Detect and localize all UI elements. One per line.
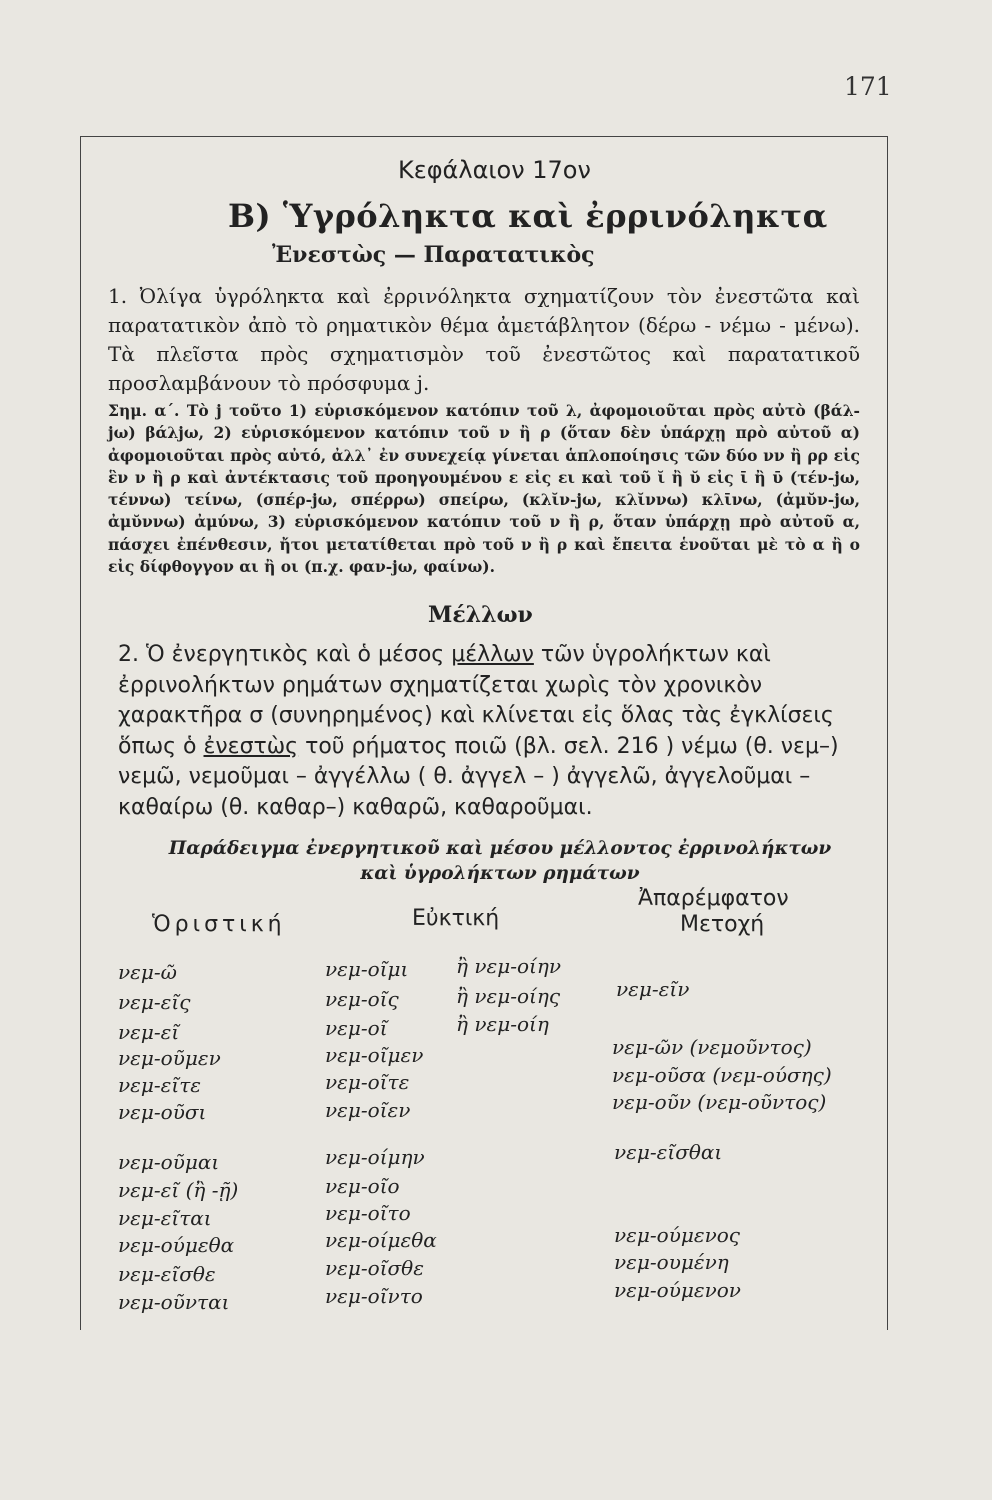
form-active-opt-6: νεμ-οῖεν (325, 1098, 411, 1122)
form-middle-ind-6: νεμ-οῦνται (118, 1290, 230, 1314)
form-middle-part-1: νεμ-ούμενος (614, 1223, 740, 1247)
section-title: Β) Ὑγρόληκτα καὶ ἐρρινόληκτα (228, 197, 828, 235)
form-active-opt-4: νεμ-οῖμεν (325, 1043, 424, 1067)
form-middle-ind-5: νεμ-εῖσθε (118, 1262, 216, 1286)
paradigm-title-line-2: καὶ ὑγρολήκτων ρημάτων (360, 863, 640, 884)
paradigm-title (150, 836, 850, 886)
form-active-ind-6: νεμ-οῦσι (118, 1100, 207, 1124)
paragraph-1: 1. Ὀλίγα ὑγρόληκτα καὶ ἐρρινόληκτα σχηματίζουν τὸν ἐνεστῶτα καὶ παρατατικὸν ἀπὸ τὸ ρηματικὸν θέμα ἀμετάβλητον (δέρω - νέμω - μένω). Τὰ πλεῖστα πρὸς σχηματισμὸν τοῦ ἐνεστῶτος καὶ παρατατικοῦ προσλαμβάνουν τὸ πρόσφυμα j. (108, 284, 860, 395)
form-active-part-1: νεμ-ῶν (νεμοῦντος) (612, 1035, 812, 1059)
header-optative: Εὐκτική (412, 906, 500, 931)
form-active-opt-3: νεμ-οῖ (325, 1016, 388, 1040)
form-middle-part-3: νεμ-ούμενον (614, 1278, 741, 1302)
header-participle: Μετοχή (680, 912, 765, 937)
chapter-heading: Κεφάλαιον 17ον (398, 156, 591, 184)
header-indicative: Ὁριστική (152, 912, 286, 937)
paragraph-2-present-term: ἐνεστὼς (203, 733, 299, 759)
page-number: 171 (844, 72, 892, 101)
form-active-opt-alt-1: ἢ νεμ-οίην (456, 954, 562, 978)
form-active-ind-2: νεμ-εῖς (118, 990, 191, 1014)
form-active-opt-alt-3: ἢ νεμ-οίη (456, 1012, 549, 1036)
form-middle-infinitive: νεμ-εῖσθαι (614, 1140, 723, 1164)
form-middle-ind-2: νεμ-εῖ (ἢ -ῇ) (118, 1178, 239, 1202)
note-alpha: Σημ. α΄. Τὸ j τοῦτο 1) εὑρισκόμενον κατόπιν τοῦ λ, ἀφομοιοῦται πρὸς αὐτὸ (βάλ-jω) βάλjω, 2) εὑρισκόμενον κατόπιν τοῦ ν ἢ ρ (ὅταν δὲν ὑπάρχῃ πρὸ αὐτοῦ α) ἀφομοιοῦται πρὸς αὐτό, ἀλλ᾽ ἐν συνεχείᾳ γίνεται ἁπλοποίησις τῶν δύο νν ἢ ρρ εἰς ἓν ν ἢ ρ καὶ ἀντέκτασις τοῦ προηγουμένου ε εἰς ει καὶ τοῦ ῐ ἢ ῠ εἰς ῑ ἢ ῡ (τέν-jω, τέννω) τείνω, (σπέρ-jω, σπέρρω) σπείρω, (κλῐν-jω, κλῐννω) κλῑνω, (ἀμῠν-jω, ἀμῠννω) ἀμύνω, 3) εὑρισκόμενον κατόπιν τοῦ ν ἢ ρ, ὅταν ὑπάρχῃ πρὸ αὐτοῦ α, πάσχει ἐπένθεσιν, ἤτοι μετατίθεται πρὸ τοῦ ν ἢ ρ καὶ ἔπειτα ἑνοῦται μὲ τὸ α ἢ ο εἰς δίφθογγον αι ἢ οι (π.χ. φαν-jω, φαίνω). (108, 401, 860, 577)
form-active-part-2: νεμ-οῦσα (νεμ-ούσης) (612, 1063, 832, 1087)
form-active-opt-1: νεμ-οῖμι (325, 957, 409, 981)
form-middle-ind-4: νεμ-ούμεθα (118, 1233, 235, 1257)
form-active-opt-5: νεμ-οῖτε (325, 1070, 410, 1094)
form-middle-ind-3: νεμ-εῖται (118, 1206, 212, 1230)
form-active-ind-1: νεμ-ῶ (118, 960, 177, 984)
form-middle-opt-2: νεμ-οῖο (325, 1174, 400, 1198)
form-active-opt-alt-2: ἢ νεμ-οίης (456, 984, 561, 1008)
paragraph-2 (118, 640, 863, 823)
form-active-infinitive: νεμ-εῖν (616, 977, 690, 1001)
form-middle-opt-3: νεμ-οῖτο (325, 1201, 411, 1225)
form-middle-opt-4: νεμ-οίμεθα (325, 1228, 437, 1252)
paragraph-2-future-term: μέλλων (451, 642, 534, 667)
paragraph-2-part-a: 2. Ὁ ἐνεργητικὸς καὶ ὁ μέσος (118, 642, 452, 667)
form-middle-part-2: νεμ-ουμένη (614, 1250, 729, 1274)
form-middle-opt-1: νεμ-οίμην (325, 1145, 425, 1169)
form-middle-opt-5: νεμ-οῖσθε (325, 1256, 424, 1280)
form-active-ind-5: νεμ-εῖτε (118, 1073, 202, 1097)
form-active-part-3: νεμ-οῦν (νεμ-οῦντος) (612, 1090, 827, 1114)
future-heading: Μέλλων (428, 602, 533, 628)
paragraph-2-part-e: τοῦ ρήματος ποιῶ (βλ. σελ. 216 ) νέμω (θ. νεμ–) νεμῶ, νεμοῦμαι – ἀγγέλλω ( θ. ἀγγελ – ) ἀγγελῶ, ἀγγελοῦμαι – καθαίρω (θ. καθαρ–) καθαρῶ, καθαροῦμαι. (118, 733, 839, 820)
paradigm-title-line-1: Παράδειγμα ἐνεργητικοῦ καὶ μέσου μέλλοντος ἐρρινολήκτων (168, 838, 832, 859)
form-active-ind-4: νεμ-οῦμεν (118, 1046, 221, 1070)
form-active-opt-2: νεμ-οῖς (325, 987, 399, 1011)
subsection-present-heading: Ἐνεστὼς — Παρατατικὸς (272, 242, 595, 268)
form-active-ind-3: νεμ-εῖ (118, 1020, 180, 1044)
paragraph-2-part-c: τῶν ὑγρολήκτων καὶ ἐρρινολήκτων ρημάτων σχηματίζεται χωρὶς τὸν χρονικὸν χαρακτῆρα σ (συνηρημένος) καὶ κλίνεται εἰς ὅλας τὰς ἐγκλίσεις ὅπως ὁ (118, 642, 834, 759)
form-middle-opt-6: νεμ-οῖντο (325, 1284, 423, 1308)
form-middle-ind-1: νεμ-οῦμαι (118, 1150, 220, 1174)
header-infinitive: Ἀπαρέμφατον (638, 886, 789, 911)
